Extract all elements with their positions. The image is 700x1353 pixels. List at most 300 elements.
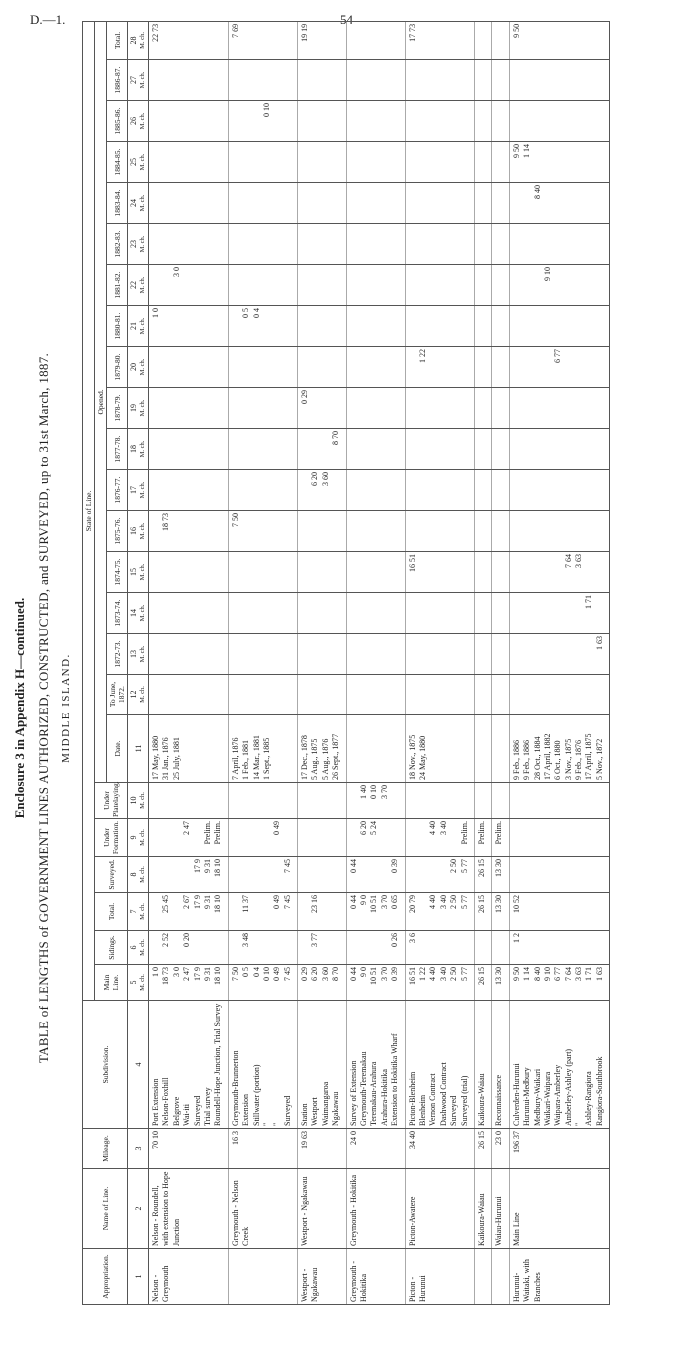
col-year: 1881-82. (107, 265, 128, 306)
cell-line (283, 267, 293, 303)
value-cell (474, 511, 491, 552)
cell-line (203, 785, 213, 816)
col-number (128, 101, 149, 142)
cell-line (321, 554, 331, 590)
cell-line (477, 554, 487, 590)
cell-line (172, 785, 182, 816)
cell-line (331, 308, 341, 344)
cell-line (512, 103, 522, 139)
value-cell (228, 511, 297, 552)
cell-line (369, 595, 379, 631)
cell-line: 0 65 (390, 895, 400, 909)
cell-line (574, 636, 584, 672)
cell-line (300, 267, 310, 303)
cell-line (584, 308, 594, 344)
cell-line (390, 785, 400, 816)
value-cell (474, 224, 491, 265)
cell-line (213, 431, 223, 467)
cell-line (161, 859, 171, 890)
cell-line: 0 49 (272, 967, 282, 981)
cell-line: 9 0 (359, 895, 369, 905)
cell-line: 3 40 (438, 895, 448, 909)
cell-line (564, 185, 574, 221)
cell-line: 25 July, 1881 (171, 737, 181, 780)
cell-line: Waipara-Amberley (553, 1064, 563, 1126)
rotated-page (0, 23, 700, 1353)
unit-label: M. ch. (139, 358, 146, 376)
cell-line: 5 24 (369, 821, 379, 835)
cell-line (182, 785, 192, 816)
cell-line (533, 349, 543, 385)
cell-line (439, 308, 449, 344)
value-cell (474, 470, 491, 511)
cell-line (390, 821, 400, 854)
mileage-cell: 16 3 (228, 1129, 297, 1169)
cell-line (460, 349, 470, 385)
cell-line (512, 62, 522, 98)
cell-line (182, 185, 192, 221)
cell-line (460, 513, 470, 549)
cell-line: Amberley-Ashley (part) (563, 1048, 573, 1126)
cell-line (321, 859, 331, 890)
cell-line (310, 226, 320, 262)
cell-line: 0 20 (182, 933, 192, 947)
value-cell (509, 265, 610, 306)
cell-line (213, 390, 223, 426)
cell-line (595, 859, 605, 890)
cell-line (161, 144, 171, 180)
cell-line (272, 349, 282, 385)
cell-line (241, 103, 251, 139)
value-cell (298, 142, 347, 183)
subdivision-cell (509, 1001, 610, 1129)
cell-line (193, 349, 203, 385)
value-cell (509, 857, 610, 893)
cell-line: 5 Aug., 1876 (320, 738, 330, 780)
cell-line (574, 24, 584, 57)
cell-line (428, 677, 438, 712)
value-cell (346, 552, 405, 593)
cell-line (522, 895, 532, 928)
cell-line: 10 51 (369, 895, 379, 913)
cell-line (252, 185, 262, 221)
cell-line (262, 185, 272, 221)
value-cell (149, 265, 229, 306)
cell-line: 11 37 (241, 895, 251, 913)
cell-line (494, 595, 504, 631)
cell-line (203, 636, 213, 672)
cell-line: 0 4 (251, 308, 261, 318)
cell-line: 10 51 (369, 967, 379, 985)
cell-line (494, 62, 504, 98)
cell-line (241, 267, 251, 303)
cell-line (321, 349, 331, 385)
cell-line (428, 554, 438, 590)
cell-line: Reconnaissance (494, 1074, 504, 1126)
cell-line (439, 472, 449, 508)
cell-line (272, 267, 282, 303)
value-cell (346, 101, 405, 142)
cell-line: Ngakawau (331, 1091, 341, 1126)
cell-line (477, 431, 487, 467)
value-cell (346, 429, 405, 470)
cell-line (331, 267, 341, 303)
cell-line (460, 308, 470, 344)
cell-line (390, 308, 400, 344)
col-state-of-line: State of Line. (83, 21, 95, 1000)
cell-line (231, 308, 241, 344)
col-number-label: 18 (129, 445, 138, 453)
value-cell (298, 893, 347, 931)
appropriation-cell (492, 1249, 509, 1305)
cell-line (449, 785, 459, 816)
value-cell (492, 511, 509, 552)
date-cell (492, 715, 509, 783)
cell-line (172, 554, 182, 590)
cell-line (553, 677, 563, 712)
cell-line: 17 9 (192, 859, 202, 873)
value-cell (405, 511, 474, 552)
cell-line (460, 390, 470, 426)
value-cell (228, 783, 297, 819)
cell-line (380, 62, 390, 98)
cell-line (151, 226, 161, 262)
value-cell (346, 183, 405, 224)
cell-line (272, 390, 282, 426)
cell-line (564, 859, 574, 890)
cell-line (584, 895, 594, 928)
col-total-right: Total. (107, 21, 128, 59)
cell-line (564, 349, 574, 385)
value-cell (149, 931, 229, 965)
cell-line (584, 226, 594, 262)
cell-line (533, 431, 543, 467)
cell-line (460, 103, 470, 139)
cell-line (380, 267, 390, 303)
unit-label: M. ch. (139, 235, 146, 253)
value-cell (509, 347, 610, 388)
cell-line (272, 717, 282, 780)
cell-line (213, 785, 223, 816)
cell-line: Hurunui-Medbury (522, 1067, 532, 1126)
cell-line: Station (300, 1103, 310, 1126)
cell-line: Vernon Contract (428, 1073, 438, 1126)
cell-line: 26 15 (476, 859, 486, 877)
cell-line (543, 859, 553, 890)
line-name-cell: Greymouth - Hokitika (346, 1169, 405, 1249)
appropriation-cell (228, 1249, 297, 1305)
cell-line (477, 717, 487, 780)
col-main-line: Main Line. (95, 965, 128, 1001)
subdivision-cell (346, 1001, 405, 1129)
cell-line (321, 226, 331, 262)
cell-line: 2 50 (449, 859, 459, 873)
col-number (128, 347, 149, 388)
cell-line (151, 144, 161, 180)
col-number-label: 24 (129, 199, 138, 207)
cell-line: 9 Feb., 1876 (574, 740, 584, 780)
value-cell (492, 429, 509, 470)
subdivision-cell (228, 1001, 297, 1129)
cell-line (331, 677, 341, 712)
cell-line (533, 859, 543, 890)
cell-line: 1 22 (417, 967, 427, 981)
col-year: 1877-78. (107, 429, 128, 470)
cell-line (283, 821, 293, 854)
cell-line (460, 472, 470, 508)
cell-line (428, 349, 438, 385)
cell-line (439, 785, 449, 816)
cell-line (359, 513, 369, 549)
cell-line (564, 821, 574, 854)
cell-line (428, 859, 438, 890)
cell-line: 17 Dec., 1878 (300, 735, 310, 780)
value-cell (492, 21, 509, 59)
value-cell (405, 183, 474, 224)
cell-line (272, 636, 282, 672)
cell-line: 13 30 (494, 895, 504, 913)
value-cell (509, 388, 610, 429)
value-cell (149, 224, 229, 265)
cell-line (369, 513, 379, 549)
cell-line (380, 859, 390, 890)
value-cell (492, 60, 509, 101)
cell-line: Surveyed (449, 1095, 459, 1126)
cell-line (418, 933, 428, 962)
cell-line (477, 513, 487, 549)
cell-line (213, 24, 223, 57)
cell-line (595, 895, 605, 928)
cell-line (533, 472, 543, 508)
cell-line (161, 472, 171, 508)
cell-line (359, 349, 369, 385)
cell-line (543, 677, 553, 712)
cell-line: 1 2 (511, 933, 521, 943)
cell-line: 1 14 (522, 967, 532, 981)
cell-line: 16 51 (407, 554, 417, 572)
cell-line (564, 895, 574, 928)
cell-line (283, 308, 293, 344)
cell-line (543, 554, 553, 590)
table-row (492, 21, 509, 1304)
cell-line (512, 349, 522, 385)
cell-line (300, 554, 310, 590)
value-cell (149, 306, 229, 347)
cell-line (380, 308, 390, 344)
cell-line (460, 144, 470, 180)
value-cell (298, 101, 347, 142)
cell-line (574, 103, 584, 139)
cell-line: 0 39 (390, 967, 400, 981)
cell-line (428, 308, 438, 344)
cell-line (213, 144, 223, 180)
value-cell (346, 511, 405, 552)
cell-line (359, 717, 369, 780)
col-number-label: 7 (129, 909, 138, 914)
value-cell (298, 819, 347, 857)
value-cell (405, 142, 474, 183)
value-cell (405, 60, 474, 101)
cell-line (172, 933, 182, 962)
cell-line (564, 226, 574, 262)
cell-line (262, 513, 272, 549)
cell-line: " (261, 1122, 271, 1126)
cell-line: 9 31 (202, 859, 212, 873)
cell-line (418, 226, 428, 262)
cell-line (553, 24, 563, 57)
cell-line (512, 636, 522, 672)
cell-line (310, 785, 320, 816)
unit-label: M. ch. (139, 32, 146, 49)
cell-line (408, 472, 418, 508)
value-cell (405, 265, 474, 306)
value-cell (149, 511, 229, 552)
cell-line (203, 431, 213, 467)
cell-line (543, 785, 553, 816)
cell-line: Prelim. (459, 821, 469, 845)
cell-line (522, 226, 532, 262)
cell-line (439, 513, 449, 549)
cell-line (418, 308, 428, 344)
cell-line (574, 895, 584, 928)
cell-line (439, 595, 449, 631)
cell-line (321, 103, 331, 139)
cell-line (584, 513, 594, 549)
cell-line (553, 554, 563, 590)
cell-line (182, 308, 192, 344)
cell-line (213, 267, 223, 303)
cell-line (262, 24, 272, 57)
cell-line (408, 513, 418, 549)
cell-line (161, 390, 171, 426)
value-cell (492, 265, 509, 306)
col-number-label: 27 (129, 76, 138, 84)
cell-line (574, 677, 584, 712)
value-cell (492, 142, 509, 183)
cell-line (564, 267, 574, 303)
cell-line (213, 308, 223, 344)
date-cell (405, 715, 474, 783)
cell-line: 5 Aug., 1875 (310, 738, 320, 780)
value-cell (474, 183, 491, 224)
cell-line: 1 40 (359, 785, 369, 799)
value-cell (149, 675, 229, 715)
cell-line (359, 431, 369, 467)
cell-line (494, 267, 504, 303)
cell-line: 31 Jan., 1876 (161, 737, 171, 780)
cell-line (369, 554, 379, 590)
cell-line (193, 636, 203, 672)
appropriation-cell (474, 1249, 491, 1305)
cell-line: 7 50 (230, 967, 240, 981)
cell-line (390, 144, 400, 180)
col-number-label: 13 (129, 650, 138, 658)
cell-line (418, 390, 428, 426)
unit-label: M. ch. (139, 792, 146, 809)
cell-line (359, 308, 369, 344)
cell-line (310, 308, 320, 344)
cell-line (477, 677, 487, 712)
cell-line: " (574, 1122, 584, 1126)
cell-line (460, 677, 470, 712)
value-cell (405, 388, 474, 429)
unit-label: M. ch. (139, 440, 146, 458)
value-cell (346, 21, 405, 59)
value-cell (149, 470, 229, 511)
mileage-cell: 19 63 (298, 1129, 347, 1169)
cell-line (359, 226, 369, 262)
cell-line (494, 717, 504, 780)
cell-line (331, 859, 341, 890)
cell-line (231, 349, 241, 385)
cell-line (331, 636, 341, 672)
cell-line: 4 40 (428, 895, 438, 909)
cell-line (241, 595, 251, 631)
cell-line (300, 185, 310, 221)
col-number (128, 965, 149, 1001)
cell-line (161, 267, 171, 303)
unit-label: M. ch. (139, 112, 146, 130)
value-cell (228, 265, 297, 306)
cell-line (213, 349, 223, 385)
cell-line (533, 226, 543, 262)
cell-line: 9 0 (359, 967, 369, 977)
cell-line (283, 677, 293, 712)
value-cell (509, 931, 610, 965)
cell-line (151, 431, 161, 467)
date-cell (474, 715, 491, 783)
cell-line (408, 103, 418, 139)
cell-line (262, 472, 272, 508)
value-cell (492, 347, 509, 388)
cell-line: 5 77 (459, 967, 469, 981)
cell-line (172, 472, 182, 508)
cell-line (449, 390, 459, 426)
cell-line: 1 71 (584, 595, 594, 609)
date-cell (346, 715, 405, 783)
cell-line (564, 595, 574, 631)
cell-line (418, 595, 428, 631)
cell-line (584, 390, 594, 426)
cell-line (408, 821, 418, 854)
value-cell (405, 21, 474, 59)
cell-line (321, 895, 331, 928)
cell-line (512, 859, 522, 890)
cell-line (564, 390, 574, 426)
cell-line (151, 185, 161, 221)
cell-line (449, 185, 459, 221)
cell-line (574, 859, 584, 890)
cell-line (494, 144, 504, 180)
cell-line (182, 267, 192, 303)
value-cell (149, 783, 229, 819)
cell-line (390, 636, 400, 672)
cell-line (172, 821, 182, 854)
value-cell (492, 552, 509, 593)
col-number-label: 6 (129, 945, 138, 950)
cell-line (543, 636, 553, 672)
cell-line (428, 144, 438, 180)
cell-line (449, 595, 459, 631)
cell-line (584, 349, 594, 385)
value-cell (474, 965, 491, 1001)
unit-label: M. ch. (139, 563, 146, 581)
cell-line (380, 24, 390, 57)
cell-line (213, 677, 223, 712)
cell-line (321, 267, 331, 303)
cell-line: 0 29 (300, 967, 310, 981)
cell-line (418, 103, 428, 139)
